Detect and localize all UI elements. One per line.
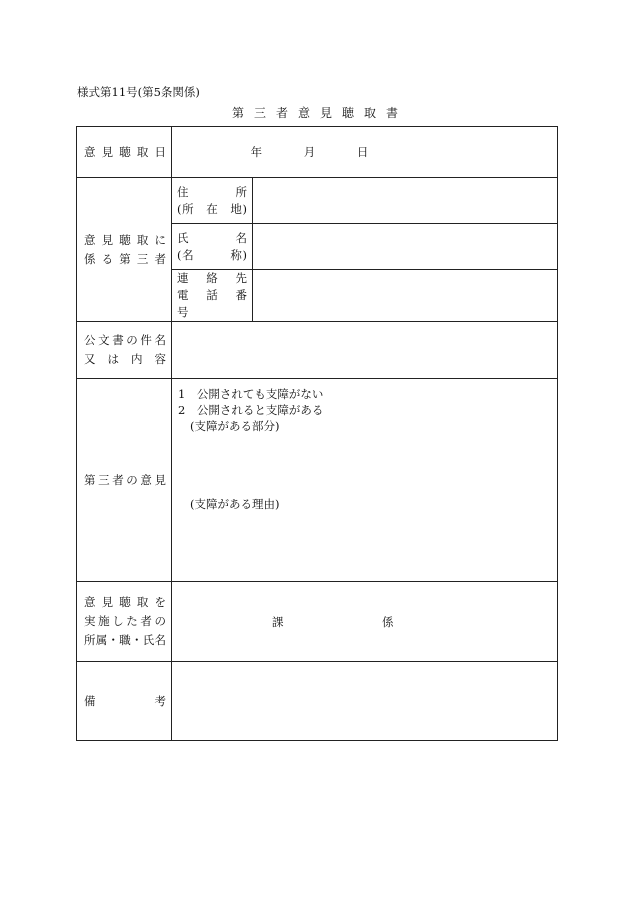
subsection-label: 係 bbox=[382, 615, 394, 629]
row-hearing-date bbox=[77, 127, 558, 178]
label-hearer: 意見聴取を 実施した者の 所属・職・氏名 bbox=[77, 582, 172, 662]
field-contact[interactable] bbox=[253, 270, 558, 322]
row-remarks bbox=[77, 662, 558, 741]
hindrance-part-label: (支障がある部分) bbox=[190, 419, 280, 433]
label-contact: 連 絡 先 電 話 番 号 bbox=[172, 270, 253, 322]
option-hindrance[interactable]: 2 公開されると支障がある bbox=[178, 403, 324, 417]
row-opinion bbox=[77, 379, 558, 582]
section-label: 課 bbox=[272, 615, 284, 629]
form-number: 様式第11号(第5条関係) bbox=[77, 85, 200, 99]
label-name: 氏 名 (名 称) bbox=[172, 224, 253, 270]
label-hearing-date: 意見聴取日 bbox=[77, 127, 172, 178]
year-label: 年 bbox=[250, 145, 263, 159]
field-remarks[interactable] bbox=[172, 662, 558, 741]
label-opinion: 第三者の意見 bbox=[77, 379, 172, 582]
row-document bbox=[77, 322, 558, 379]
label-document: 公文書の件名 又 は 内 容 bbox=[77, 322, 172, 379]
label-address: 住 所 (所 在 地) bbox=[172, 178, 253, 224]
hindrance-part-area[interactable] bbox=[178, 434, 551, 496]
field-document[interactable] bbox=[172, 322, 558, 379]
option-no-hindrance[interactable]: 1 公開されても支障がない bbox=[178, 387, 324, 401]
month-label: 月 bbox=[303, 145, 316, 159]
field-hearing-date[interactable] bbox=[172, 127, 558, 178]
field-opinion[interactable] bbox=[172, 379, 558, 582]
label-remarks: 備 考 bbox=[77, 662, 172, 741]
field-address[interactable] bbox=[253, 178, 558, 224]
field-hearer[interactable] bbox=[172, 582, 558, 662]
label-third-party: 意見聴取に 係る第三者 bbox=[77, 178, 172, 322]
hindrance-reason-label: (支障がある理由) bbox=[190, 497, 280, 511]
row-address bbox=[77, 178, 558, 224]
document-title: 第三者意見聴取書 bbox=[231, 106, 408, 120]
field-name[interactable] bbox=[253, 224, 558, 270]
day-label: 日 bbox=[356, 145, 369, 159]
row-hearer bbox=[77, 582, 558, 662]
hearing-form-table bbox=[76, 126, 558, 741]
